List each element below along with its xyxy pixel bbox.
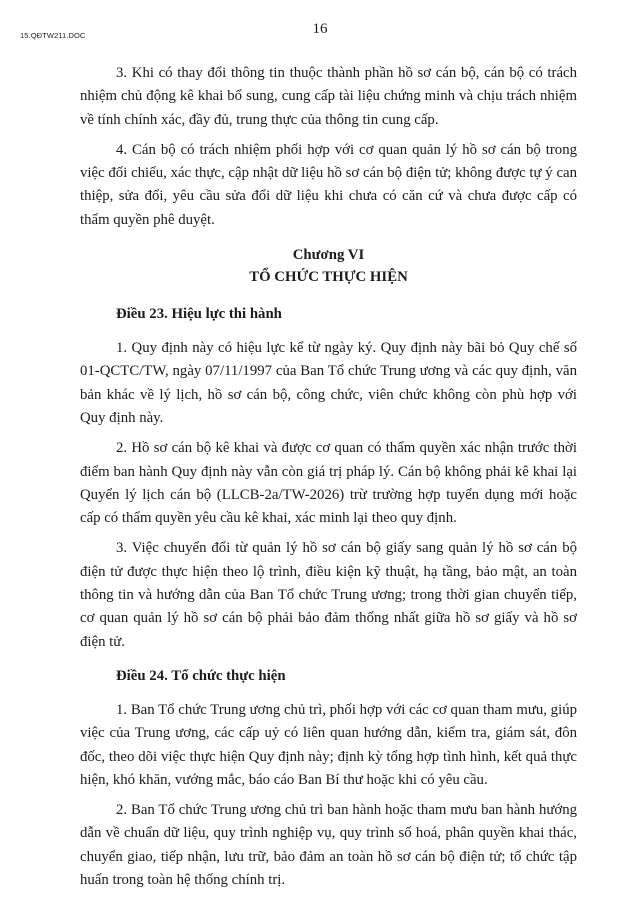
file-code: 15.QĐTW211.DOC <box>20 31 86 40</box>
article-23-title: Điều 23. Hiệu lực thi hành <box>116 306 282 323</box>
page-number: 16 <box>312 21 328 37</box>
paragraph: 3. Việc chuyển đổi từ quản lý hồ sơ cán bộ giấy sang quản lý hồ sơ cán bộ điện tử được thực hiện theo lộ trình, điều kiện kỹ thuật, hạ tầng, bảo mật, an toàn thông tin và hướng dẫn của Ban Tổ chức Trung ương; trong thời gian chuyển tiếp, cơ quan quản lý hồ sơ cán bộ phải bảo đảm thống nhất giữa hồ sơ giấy và hồ sơ điện tử. <box>80 540 577 650</box>
document-body <box>80 62 577 892</box>
paragraph: 2. Ban Tổ chức Trung ương chủ trì ban hành hoặc tham mưu ban hành hướng dẫn về chuẩn dữ liệu, quy trình nghiệp vụ, quy trình số hoá, phân quyền khai thác, chuyển giao, tiếp nhận, lưu trữ, bảo đảm an toàn hồ sơ cán bộ điện tử; tổ chức tập huấn trong toàn hệ thống chính trị. <box>80 802 577 889</box>
paragraph: 3. Khi có thay đổi thông tin thuộc thành phần hồ sơ cán bộ, cán bộ có trách nhiệm chủ động kê khai bổ sung, cung cấp tài liệu chứng minh và chịu trách nhiệm về tính chính xác, đầy đủ, trung thực của thông tin cung cấp. <box>80 65 577 128</box>
chapter-title: TỔ CHỨC THỰC HIỆN <box>249 269 408 286</box>
paragraph: 1. Quy định này có hiệu lực kể từ ngày ký. Quy định này bãi bỏ Quy chế số 01-QCTC/TW, ngày 07/11/1997 của Ban Tổ chức Trung ương và các quy định, văn bản khác về lý lịch, hồ sơ cán bộ, công chức, viên chức không còn phù hợp với Quy định này. <box>80 340 577 426</box>
paragraph: 1. Ban Tổ chức Trung ương chủ trì, phối hợp với các cơ quan tham mưu, giúp việc của Trung ương, các cấp uỷ có liên quan hướng dẫn, kiểm tra, giám sát, đôn đốc, theo dõi việc thực hiện Quy định này; định kỳ tổng hợp tình hình, kết quả thực hiện, khó khăn, vướng mắc, báo cáo Ban Bí thư hoặc khi có yêu cầu. <box>80 701 577 788</box>
paragraph: 4. Cán bộ có trách nhiệm phối hợp với cơ quan quản lý hồ sơ cán bộ trong việc đối chiếu, xác thực, cập nhật dữ liệu hồ sơ cán bộ điện tử; không được tự ý can thiệp, sửa đổi, yêu cầu sửa đổi dữ liệu khi chưa có căn cứ và chưa được cấp có thẩm quyền phê duyệt. <box>80 141 577 228</box>
article-24-title: Điều 24. Tổ chức thực hiện <box>116 667 286 684</box>
chapter-number: Chương VI <box>292 247 365 264</box>
paragraph: 2. Hồ sơ cán bộ kê khai và được cơ quan có thẩm quyền xác nhận trước thời điểm ban hành Quy định này vẫn còn giá trị pháp lý. Cán bộ không phải kê khai lại Quyển lý lịch cán bộ (LLCB-2a/TW-2026) trừ trường hợp tuyển dụng mới hoặc cấp có thẩm quyền yêu cầu kê khai, xác minh lại theo quy định. <box>80 440 577 527</box>
